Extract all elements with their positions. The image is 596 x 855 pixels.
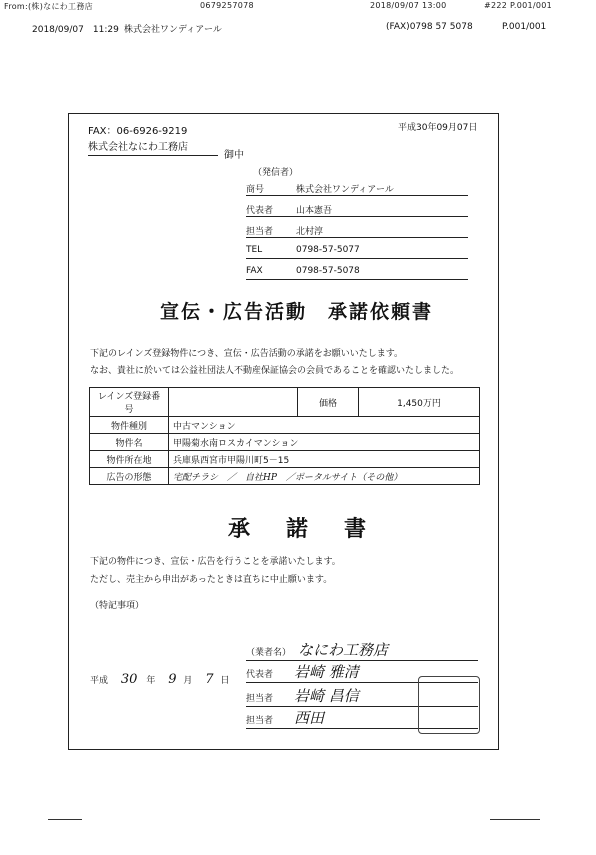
consent-line-1: 下記の物件につき、宣伝・広告を行うことを承諾いたします。: [90, 557, 341, 567]
signature-label: 担当者: [246, 694, 274, 704]
signed-month-unit: 月: [183, 676, 193, 686]
sender-row-tel: [246, 243, 468, 259]
bottom-mark-left: [48, 819, 82, 820]
recipient-suffix: 御中: [224, 150, 244, 161]
sender-label: 担当者: [246, 227, 274, 237]
sender-value: 0798-57-5078: [296, 266, 360, 276]
signature-value: 岩崎 雅清: [294, 663, 359, 681]
row-value: 甲陽菊水南ロスカイマンション: [169, 434, 480, 451]
sender-label: 代表者: [246, 206, 274, 216]
recipient-fax: FAX：06-6926-9219: [88, 126, 188, 137]
table-row: [90, 417, 480, 434]
signed-date: [90, 672, 229, 687]
signature-value: 西田: [294, 709, 325, 727]
document-date: 平成30年09月07日: [398, 123, 478, 133]
fax-header-sender: From:(株)なにわ工務店: [4, 2, 93, 11]
fax-subheader-page: P.001/001: [502, 22, 547, 32]
signature-label: 担当者: [246, 716, 274, 726]
price-value: 1,450万円: [359, 388, 480, 417]
sender-row-fax: [246, 264, 468, 280]
fax-subheader-datetime: 2018/09/07 11:29: [32, 25, 119, 35]
signature-value: なにわ工務店: [298, 641, 389, 659]
row-label: 物件種別: [90, 417, 169, 434]
consent-title: 承諾書: [228, 516, 403, 542]
bottom-mark-right: [490, 819, 540, 820]
sender-value: 0798-57-5077: [296, 245, 360, 255]
fax-header-page: #222 P.001/001: [484, 1, 553, 10]
signed-month: 9: [168, 672, 177, 687]
recipient-company: 株式会社なにわ工務店: [88, 138, 218, 156]
conditions-label: （特記事項）: [90, 601, 145, 611]
intro-line-1: 下記のレインズ登録物件につき、宣伝・広告活動の承諾をお願いいたします。: [90, 349, 404, 359]
sender-row-representative: [246, 201, 468, 217]
reins-value: [169, 388, 298, 417]
table-row: [90, 434, 480, 451]
property-table: [89, 387, 480, 485]
signature-row-company: [246, 642, 478, 661]
sender-label: TEL: [246, 245, 263, 255]
row-label: 物件名: [90, 434, 169, 451]
signature-label: （業者名）: [246, 648, 292, 658]
row-value: 兵庫県西宮市甲陽川町5－15: [169, 451, 480, 468]
signed-year-unit: 年: [146, 676, 156, 686]
signed-era: 平成: [90, 676, 109, 686]
signature-label: 代表者: [246, 670, 274, 680]
signature-value: 岩崎 昌信: [294, 687, 359, 705]
consent-line-2: ただし、売主から申出があったときは直ちに中止願います。: [90, 575, 333, 585]
fax-header-datetime: 2018/09/07 13:00: [370, 1, 447, 10]
signed-year: 30: [120, 672, 138, 687]
table-row: [90, 468, 480, 485]
reins-label: レインズ登録番号: [90, 388, 169, 417]
fax-subheader-company: 株式会社ワンディアール: [124, 25, 222, 35]
seal-stamp-box: [418, 676, 480, 734]
signed-day-unit: 日: [220, 676, 230, 686]
row-label: 広告の形態: [90, 468, 169, 485]
sender-value: 北村淳: [296, 227, 324, 237]
price-label: 価格: [298, 388, 359, 417]
fax-header-tel: 0679257078: [200, 1, 254, 10]
fax-subheader-fax: (FAX)0798 57 5078: [386, 22, 473, 32]
table-row: [90, 451, 480, 468]
intro-line-2: なお、貴社に於いては公益社団法人不動産保証協会の会員であることを確認いたしました。: [90, 366, 460, 376]
table-row: [90, 388, 480, 417]
sender-heading: （発信者）: [253, 168, 299, 178]
document-title: 宣伝・広告活動 承諾依頼書: [160, 301, 434, 323]
row-value: 宅配チラシ ／ 自社HP ／ポータルサイト（その他）: [169, 468, 480, 485]
sender-row-company: [246, 180, 468, 196]
signed-day: 7: [205, 672, 214, 687]
sender-label: 商号: [246, 185, 265, 195]
row-value: 中古マンション: [169, 417, 480, 434]
sender-row-contact: [246, 222, 468, 238]
row-label: 物件所在地: [90, 451, 169, 468]
sender-value: 山本憲吾: [296, 206, 333, 216]
sender-value: 株式会社ワンディアール: [296, 185, 394, 195]
sender-label: FAX: [246, 266, 263, 276]
